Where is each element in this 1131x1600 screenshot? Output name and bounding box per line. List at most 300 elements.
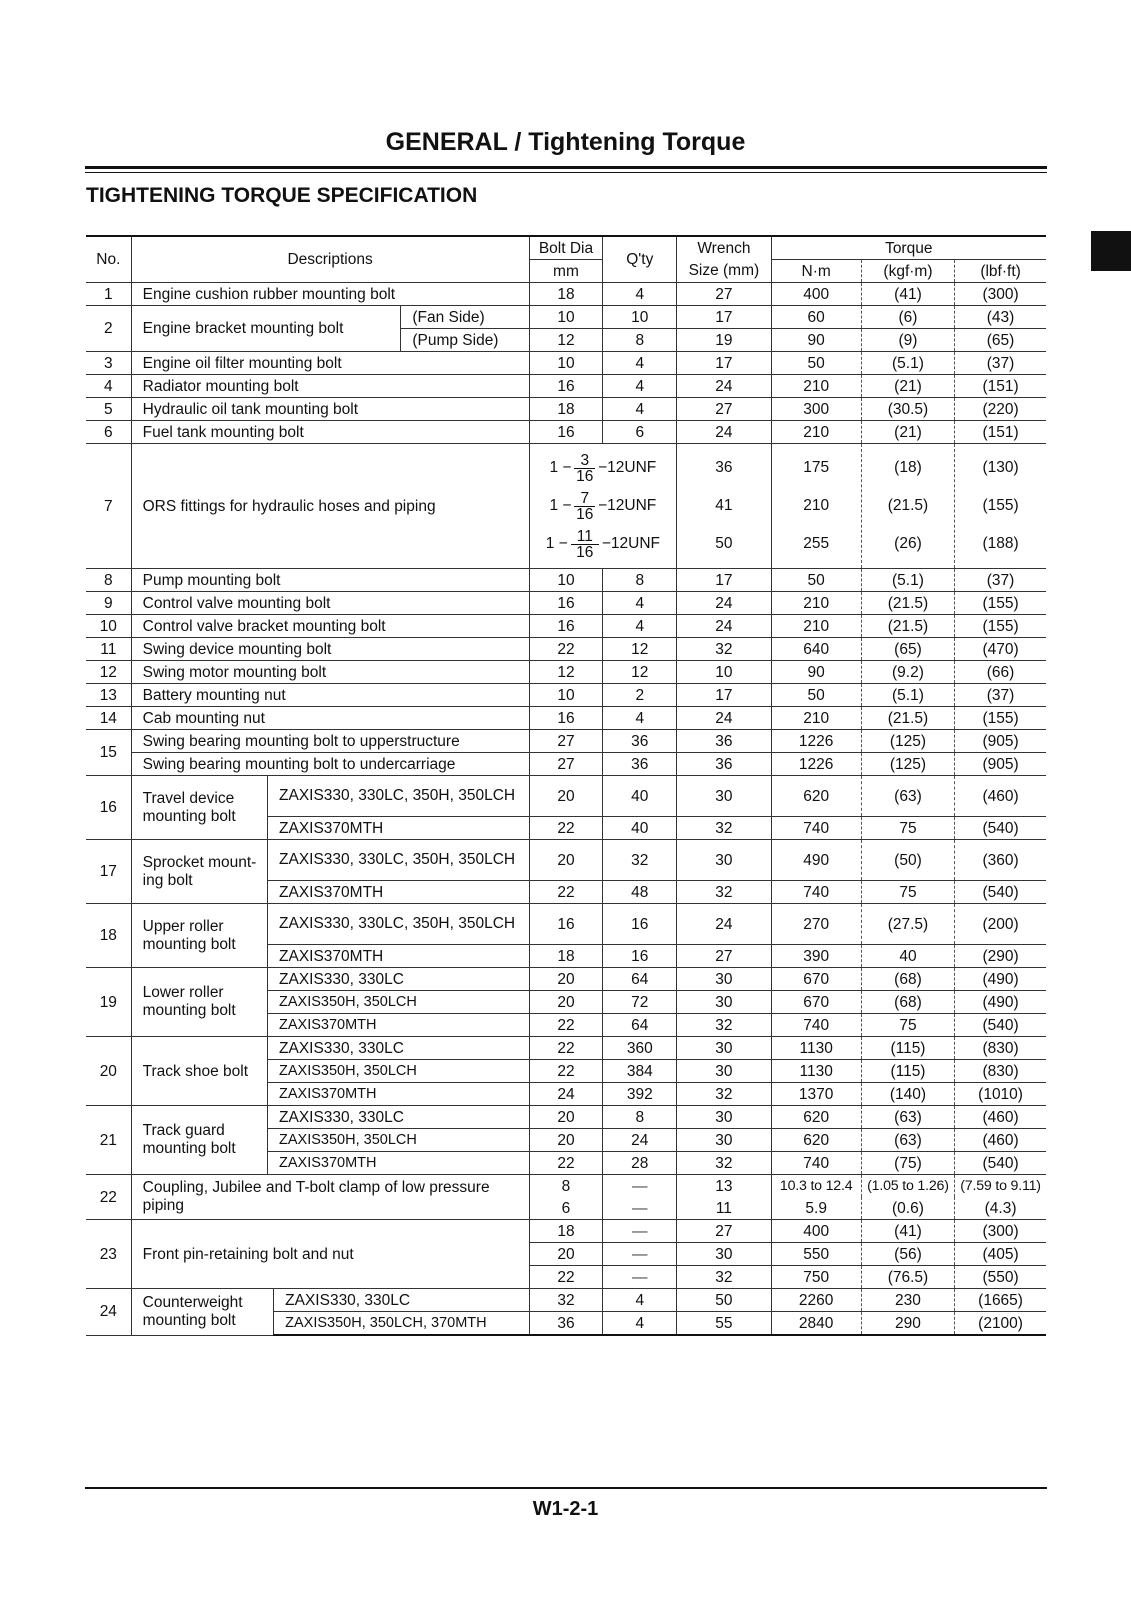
model-name: ZAXIS330, 330LC xyxy=(274,1289,529,1312)
torque-nm-value: 210 xyxy=(803,497,830,514)
bolt-dia: 18 xyxy=(529,1220,603,1243)
torque-lbfft: (470) xyxy=(955,638,1046,661)
qty: 4 xyxy=(603,352,677,375)
wrench-size: 24 xyxy=(677,375,771,398)
torque-nm: 740 xyxy=(771,881,861,904)
qty: 16 xyxy=(603,945,677,968)
torque-nm: 400 xyxy=(771,1220,861,1243)
table-row xyxy=(86,615,1046,638)
header-bolt-dia-unit: mm xyxy=(529,260,603,283)
torque-kgfm: (125) xyxy=(861,730,954,753)
torque-kgfm: (21.5) xyxy=(861,592,954,615)
table-row xyxy=(86,352,1046,375)
torque-lbfft-value: (155) xyxy=(982,497,1019,514)
row-no: 1 xyxy=(86,283,131,306)
model-name: ZAXIS370MTH xyxy=(268,881,530,904)
torque-lbfft-value: (188) xyxy=(982,535,1019,552)
torque-nm: 1226 xyxy=(771,753,861,776)
torque-kgfm xyxy=(861,444,954,569)
qty: — xyxy=(603,1220,677,1243)
torque-lbfft: (37) xyxy=(955,569,1046,592)
table-row xyxy=(86,638,1046,661)
torque-lbfft: (830) xyxy=(955,1037,1046,1060)
row-description: Swing motor mounting bolt xyxy=(131,661,529,684)
torque-lbfft: (360) xyxy=(955,840,1046,881)
qty: 24 xyxy=(603,1129,677,1152)
bolt-dia: 20 xyxy=(529,991,603,1014)
qty: 12 xyxy=(603,638,677,661)
table-row xyxy=(86,1220,1046,1243)
wrench-size: 32 xyxy=(677,638,771,661)
torque-kgfm: 230 xyxy=(861,1289,954,1312)
wrench-value: 36 xyxy=(715,459,733,476)
row-description: Coupling, Jubilee and T-bolt clamp of low pressure piping xyxy=(131,1175,529,1220)
ors-whole: 1 − xyxy=(549,497,572,514)
wrench-size: 27 xyxy=(677,283,771,306)
row-no: 12 xyxy=(86,661,131,684)
row-no: 4 xyxy=(86,375,131,398)
torque-nm: 50 xyxy=(771,352,861,375)
torque-kgfm: (63) xyxy=(861,1129,954,1152)
model-name: ZAXIS370MTH xyxy=(268,1083,530,1106)
table-row xyxy=(86,776,1046,817)
bolt-dia: 16 xyxy=(529,615,603,638)
torque-nm: 620 xyxy=(771,1129,861,1152)
model-name: ZAXIS350H, 350LCH xyxy=(268,991,530,1014)
bolt-dia: 16 xyxy=(529,592,603,615)
wrench-size: 30 xyxy=(677,776,771,817)
row-no: 5 xyxy=(86,398,131,421)
row-no: 23 xyxy=(86,1220,131,1289)
qty: 36 xyxy=(603,753,677,776)
qty: 4 xyxy=(603,1312,677,1336)
section-title: TIGHTENING TORQUE SPECIFICATION xyxy=(86,184,478,207)
table-row xyxy=(86,1289,1046,1312)
bolt-dia: 16 xyxy=(529,421,603,444)
torque-lbfft: (905) xyxy=(955,753,1046,776)
torque-kgfm: (1.05 to 1.26) xyxy=(861,1175,954,1198)
row-subdescription: (Fan Side) xyxy=(401,306,529,329)
table-row xyxy=(86,569,1046,592)
torque-nm: 750 xyxy=(771,1266,861,1289)
wrench-size: 36 xyxy=(677,753,771,776)
torque-lbfft xyxy=(955,444,1046,569)
wrench-size: 30 xyxy=(677,1129,771,1152)
torque-lbfft: (7.59 to 9.11) xyxy=(955,1175,1046,1198)
header-descriptions: Descriptions xyxy=(131,236,529,283)
torque-kgfm: (41) xyxy=(861,283,954,306)
torque-nm: 390 xyxy=(771,945,861,968)
torque-lbfft: (37) xyxy=(955,352,1046,375)
torque-nm: 2840 xyxy=(771,1312,861,1336)
wrench-size: 13 xyxy=(677,1175,771,1198)
row-description: Travel device mounting bolt xyxy=(131,776,267,840)
row-no: 10 xyxy=(86,615,131,638)
wrench-size: 32 xyxy=(677,881,771,904)
qty: — xyxy=(603,1197,677,1220)
table-row xyxy=(86,1037,1046,1060)
model-name: ZAXIS370MTH xyxy=(268,1014,530,1037)
qty: 36 xyxy=(603,730,677,753)
torque-kgfm: (63) xyxy=(861,1106,954,1129)
torque-kgfm: (65) xyxy=(861,638,954,661)
qty: 4 xyxy=(603,592,677,615)
bolt-dia: 22 xyxy=(529,1014,603,1037)
ors-fraction xyxy=(574,491,595,522)
torque-lbfft: (460) xyxy=(955,1106,1046,1129)
wrench-size: 32 xyxy=(677,1014,771,1037)
wrench-size: 17 xyxy=(677,306,771,329)
torque-nm: 50 xyxy=(771,684,861,707)
torque-nm-value: 255 xyxy=(803,535,830,552)
row-description: Track shoe bolt xyxy=(131,1037,267,1106)
torque-lbfft: (155) xyxy=(955,592,1046,615)
row-no: 11 xyxy=(86,638,131,661)
torque-lbfft: (2100) xyxy=(955,1312,1046,1336)
model-name: ZAXIS330, 330LC, 350H, 350LCH xyxy=(268,776,530,817)
row-description: Lower roller mounting bolt xyxy=(131,968,267,1037)
torque-nm: 490 xyxy=(771,840,861,881)
table-header-row xyxy=(86,236,1046,260)
fraction-numerator: 3 xyxy=(574,453,595,469)
torque-nm: 740 xyxy=(771,1152,861,1175)
torque-kgfm: (6) xyxy=(861,306,954,329)
header-wrench-unit: Size (mm) xyxy=(677,260,771,283)
wrench-size: 30 xyxy=(677,1037,771,1060)
row-no: 15 xyxy=(86,730,131,776)
table-row xyxy=(86,398,1046,421)
table-row xyxy=(86,1106,1046,1129)
torque-lbfft: (300) xyxy=(955,283,1046,306)
bolt-dia: 22 xyxy=(529,638,603,661)
table-row xyxy=(86,707,1046,730)
torque-kgfm-value: (21.5) xyxy=(887,497,929,514)
torque-kgfm: (56) xyxy=(861,1243,954,1266)
torque-kgfm: (63) xyxy=(861,776,954,817)
torque-nm: 670 xyxy=(771,991,861,1014)
bolt-dia: 12 xyxy=(529,329,603,352)
header-wrench: Wrench xyxy=(677,236,771,260)
bolt-dia: 22 xyxy=(529,1060,603,1083)
bolt-dia: 22 xyxy=(529,881,603,904)
wrench-size: 10 xyxy=(677,661,771,684)
torque-lbfft: (65) xyxy=(955,329,1046,352)
wrench-value: 41 xyxy=(715,497,733,514)
row-no: 16 xyxy=(86,776,131,840)
qty: 4 xyxy=(603,707,677,730)
torque-lbfft: (66) xyxy=(955,661,1046,684)
torque-lbfft: (300) xyxy=(955,1220,1046,1243)
bolt-dia: 10 xyxy=(529,684,603,707)
bolt-dia: 10 xyxy=(529,569,603,592)
torque-nm: 550 xyxy=(771,1243,861,1266)
torque-lbfft: (1665) xyxy=(955,1289,1046,1312)
ors-whole: 1 − xyxy=(549,459,572,476)
bolt-dia: 27 xyxy=(529,753,603,776)
model-name: ZAXIS370MTH xyxy=(268,1152,530,1175)
table-row xyxy=(86,375,1046,398)
wrench-size: 24 xyxy=(677,592,771,615)
model-name: ZAXIS350H, 350LCH xyxy=(268,1060,530,1083)
qty: 64 xyxy=(603,1014,677,1037)
bolt-dia: 22 xyxy=(529,1266,603,1289)
torque-nm: 740 xyxy=(771,817,861,840)
torque-nm: 2260 xyxy=(771,1289,861,1312)
page-title: GENERAL / Tightening Torque xyxy=(385,128,746,156)
qty: 4 xyxy=(603,1289,677,1312)
row-no: 3 xyxy=(86,352,131,375)
footer-rule xyxy=(85,1487,1047,1489)
qty: 4 xyxy=(603,398,677,421)
torque-kgfm: (30.5) xyxy=(861,398,954,421)
qty: 40 xyxy=(603,817,677,840)
row-description: Control valve mounting bolt xyxy=(131,592,529,615)
torque-kgfm: (41) xyxy=(861,1220,954,1243)
torque-lbfft: (540) xyxy=(955,817,1046,840)
torque-lbfft: (405) xyxy=(955,1243,1046,1266)
wrench-size: 55 xyxy=(677,1312,771,1336)
model-name: ZAXIS370MTH xyxy=(268,945,530,968)
bolt-dia: 10 xyxy=(529,306,603,329)
ors-size-line xyxy=(533,525,674,563)
torque-nm: 740 xyxy=(771,1014,861,1037)
header-qty: Q'ty xyxy=(603,236,677,283)
wrench-size: 17 xyxy=(677,684,771,707)
qty: 360 xyxy=(603,1037,677,1060)
torque-kgfm: 75 xyxy=(861,1014,954,1037)
torque-nm: 620 xyxy=(771,1106,861,1129)
bolt-dia: 18 xyxy=(529,945,603,968)
bolt-dia: 22 xyxy=(529,1152,603,1175)
qty: 72 xyxy=(603,991,677,1014)
bolt-dia: 8 xyxy=(529,1175,603,1198)
bolt-dia: 12 xyxy=(529,661,603,684)
torque-lbfft: (550) xyxy=(955,1266,1046,1289)
bolt-dia: 16 xyxy=(529,375,603,398)
bolt-dia: 16 xyxy=(529,904,603,945)
torque-kgfm: (21) xyxy=(861,375,954,398)
header-rule-thin xyxy=(85,172,1047,173)
bolt-dia: 36 xyxy=(529,1312,603,1336)
row-description: Hydraulic oil tank mounting bolt xyxy=(131,398,529,421)
wrench-size: 17 xyxy=(677,569,771,592)
torque-kgfm: (21.5) xyxy=(861,615,954,638)
torque-nm: 210 xyxy=(771,375,861,398)
row-description: Track guard mounting bolt xyxy=(131,1106,267,1175)
row-description: Engine bracket mounting bolt xyxy=(131,306,401,352)
table-row xyxy=(86,592,1046,615)
qty: 4 xyxy=(603,615,677,638)
torque-lbfft: (905) xyxy=(955,730,1046,753)
qty: 8 xyxy=(603,329,677,352)
row-no: 24 xyxy=(86,1289,131,1336)
header-nm: N·m xyxy=(771,260,861,283)
table-row xyxy=(86,684,1046,707)
row-description: Swing bearing mounting bolt to upperstructure xyxy=(131,730,529,753)
bolt-dia: 18 xyxy=(529,398,603,421)
torque-lbfft: (200) xyxy=(955,904,1046,945)
torque-nm: 300 xyxy=(771,398,861,421)
torque-kgfm: (5.1) xyxy=(861,684,954,707)
qty: 10 xyxy=(603,306,677,329)
torque-lbfft: (220) xyxy=(955,398,1046,421)
wrench-size: 24 xyxy=(677,707,771,730)
bolt-dia: 20 xyxy=(529,968,603,991)
row-description: Fuel tank mounting bolt xyxy=(131,421,529,444)
bolt-dia: 24 xyxy=(529,1083,603,1106)
ors-whole: 1 − xyxy=(545,535,568,552)
torque-lbfft: (540) xyxy=(955,1014,1046,1037)
wrench-size: 27 xyxy=(677,1220,771,1243)
model-name: ZAXIS330, 330LC, 350H, 350LCH xyxy=(268,904,530,945)
torque-nm: 670 xyxy=(771,968,861,991)
wrench-size: 32 xyxy=(677,1266,771,1289)
qty: 4 xyxy=(603,283,677,306)
header-no: No. xyxy=(86,236,131,283)
fraction-denominator: 16 xyxy=(576,543,594,561)
row-description: Cab mounting nut xyxy=(131,707,529,730)
torque-lbfft: (290) xyxy=(955,945,1046,968)
wrench-size: 27 xyxy=(677,398,771,421)
torque-kgfm: 75 xyxy=(861,817,954,840)
wrench-size: 36 xyxy=(677,730,771,753)
qty: 32 xyxy=(603,840,677,881)
qty: — xyxy=(603,1243,677,1266)
bolt-dia: 20 xyxy=(529,840,603,881)
row-description: Upper roller mounting bolt xyxy=(131,904,267,968)
model-name: ZAXIS330, 330LC xyxy=(268,1106,530,1129)
table-row xyxy=(86,753,1046,776)
table-row xyxy=(86,1175,1046,1198)
torque-lbfft: (155) xyxy=(955,707,1046,730)
table-row xyxy=(86,730,1046,753)
row-no: 2 xyxy=(86,306,131,352)
qty: 384 xyxy=(603,1060,677,1083)
torque-kgfm: (68) xyxy=(861,968,954,991)
torque-kgfm: (9) xyxy=(861,329,954,352)
torque-kgfm: (5.1) xyxy=(861,352,954,375)
wrench-size: 24 xyxy=(677,421,771,444)
torque-lbfft: (490) xyxy=(955,968,1046,991)
row-no: 18 xyxy=(86,904,131,968)
qty: 16 xyxy=(603,904,677,945)
qty: 12 xyxy=(603,661,677,684)
page-number: W1-2-1 xyxy=(532,1498,599,1520)
row-subdescription: (Pump Side) xyxy=(401,329,529,352)
table-row xyxy=(86,968,1046,991)
qty: 392 xyxy=(603,1083,677,1106)
wrench-size: 24 xyxy=(677,615,771,638)
torque-lbfft: (1010) xyxy=(955,1083,1046,1106)
table-row xyxy=(86,283,1046,306)
qty: — xyxy=(603,1266,677,1289)
torque-nm: 270 xyxy=(771,904,861,945)
row-no: 8 xyxy=(86,569,131,592)
torque-nm: 1370 xyxy=(771,1083,861,1106)
qty: 40 xyxy=(603,776,677,817)
torque-nm: 1130 xyxy=(771,1060,861,1083)
torque-kgfm: (21) xyxy=(861,421,954,444)
torque-nm: 1226 xyxy=(771,730,861,753)
torque-kgfm: (115) xyxy=(861,1037,954,1060)
torque-nm: 210 xyxy=(771,615,861,638)
row-description: Front pin-retaining bolt and nut xyxy=(131,1220,529,1289)
bolt-dia: 20 xyxy=(529,776,603,817)
table-row xyxy=(86,306,1046,329)
torque-lbfft: (43) xyxy=(955,306,1046,329)
wrench-size: 11 xyxy=(677,1197,771,1220)
ors-fraction xyxy=(574,453,595,484)
torque-nm: 640 xyxy=(771,638,861,661)
torque-lbfft: (151) xyxy=(955,375,1046,398)
torque-kgfm: (5.1) xyxy=(861,569,954,592)
row-no: 9 xyxy=(86,592,131,615)
bolt-dia: 20 xyxy=(529,1106,603,1129)
bolt-dia: 6 xyxy=(529,1197,603,1220)
model-name: ZAXIS350H, 350LCH, 370MTH xyxy=(274,1312,529,1336)
table-row xyxy=(86,904,1046,945)
torque-kgfm: (115) xyxy=(861,1060,954,1083)
torque-kgfm: (21.5) xyxy=(861,707,954,730)
qty: 8 xyxy=(603,569,677,592)
header-rule xyxy=(85,166,1047,169)
wrench-size: 30 xyxy=(677,968,771,991)
row-description: Counterweight mounting bolt xyxy=(131,1289,274,1336)
row-no: 6 xyxy=(86,421,131,444)
wrench-size: 30 xyxy=(677,840,771,881)
wrench-size: 30 xyxy=(677,1060,771,1083)
header-bolt-dia: Bolt Dia xyxy=(529,236,603,260)
header-torque: Torque xyxy=(771,236,1046,260)
wrench-size: 32 xyxy=(677,1152,771,1175)
header-lbfft: (lbf·ft) xyxy=(955,260,1046,283)
torque-lbfft: (460) xyxy=(955,1129,1046,1152)
torque-lbfft-value: (130) xyxy=(982,459,1019,476)
row-description: Pump mounting bolt xyxy=(131,569,529,592)
row-no: 13 xyxy=(86,684,131,707)
bolt-dia: 10 xyxy=(529,352,603,375)
torque-kgfm: (68) xyxy=(861,991,954,1014)
wrench-size: 17 xyxy=(677,352,771,375)
torque-kgfm-value: (18) xyxy=(894,459,922,476)
qty: 28 xyxy=(603,1152,677,1175)
torque-nm: 210 xyxy=(771,592,861,615)
row-description: Engine oil filter mounting bolt xyxy=(131,352,529,375)
torque-nm: 210 xyxy=(771,707,861,730)
ors-thread: −12UNF xyxy=(598,497,657,514)
torque-nm: 210 xyxy=(771,421,861,444)
torque-lbfft: (151) xyxy=(955,421,1046,444)
wrench-size xyxy=(677,444,771,569)
wrench-size: 30 xyxy=(677,1106,771,1129)
qty: — xyxy=(603,1175,677,1198)
wrench-size: 19 xyxy=(677,329,771,352)
torque-nm: 90 xyxy=(771,329,861,352)
torque-kgfm: (0.6) xyxy=(861,1197,954,1220)
model-name: ZAXIS370MTH xyxy=(268,817,530,840)
wrench-size: 24 xyxy=(677,904,771,945)
bolt-dia: 20 xyxy=(529,1129,603,1152)
torque-kgfm: (75) xyxy=(861,1152,954,1175)
torque-lbfft: (155) xyxy=(955,615,1046,638)
bolt-dia: 16 xyxy=(529,707,603,730)
torque-lbfft: (460) xyxy=(955,776,1046,817)
header-kgfm: (kgf·m) xyxy=(861,260,954,283)
fraction-denominator: 16 xyxy=(576,467,594,485)
table-row xyxy=(86,421,1046,444)
ors-size-line xyxy=(533,487,674,525)
torque-nm: 620 xyxy=(771,776,861,817)
